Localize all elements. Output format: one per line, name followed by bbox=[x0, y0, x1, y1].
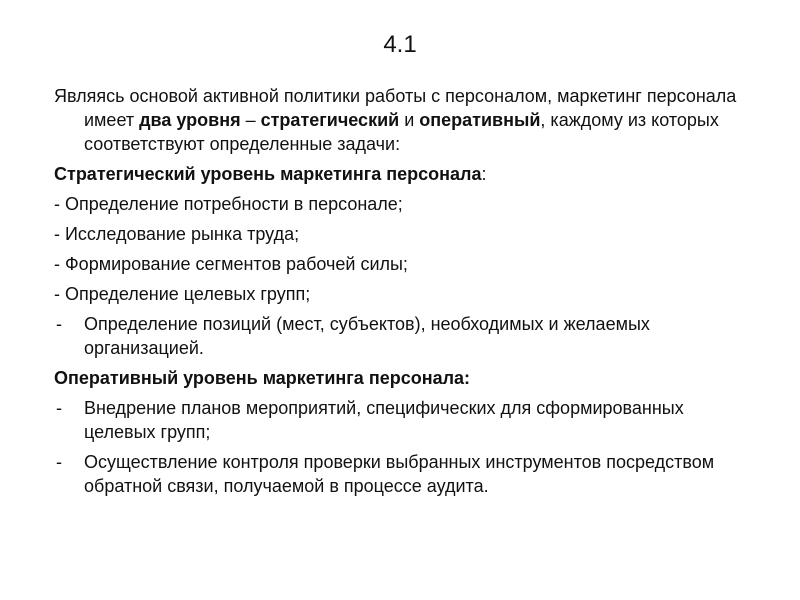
intro-text-4: , каждому из которых соответствуют определенные задачи: bbox=[84, 110, 719, 154]
operative-heading bbox=[54, 366, 754, 390]
strategic-heading bbox=[54, 162, 754, 186]
intro-text-2: – bbox=[240, 110, 261, 130]
strategic-task-2: - Исследование рынка труда; bbox=[54, 224, 300, 244]
operative-task-2 bbox=[54, 450, 754, 498]
operative-task-1 bbox=[54, 396, 754, 444]
strategic-heading-colon: : bbox=[481, 164, 487, 184]
intro-bold-levels: два уровня bbox=[139, 110, 241, 130]
operative-task-2-text: Осуществление контроля проверки выбранных инструментов посредством обратной связи, получаемой в процессе аудита. bbox=[84, 452, 715, 496]
bullet-dash: - bbox=[56, 314, 62, 334]
strategic-task-1: - Определение потребности в персонале; bbox=[54, 194, 403, 214]
operative-heading-text: Оперативный уровень маркетинга персонала: bbox=[54, 368, 471, 388]
bullet-dash: - bbox=[56, 452, 62, 472]
slide-title: 4.1 bbox=[383, 31, 417, 58]
intro-bold-strategic: стратегический bbox=[260, 110, 400, 130]
intro-paragraph bbox=[54, 84, 754, 156]
strategic-task-3: - Формирование сегментов рабочей силы; bbox=[54, 254, 408, 274]
operative-task-1-text: Внедрение планов мероприятий, специфических для сформированных целевых групп; bbox=[84, 398, 684, 442]
intro-bold-operative: оперативный bbox=[419, 110, 541, 130]
strategic-task-5 bbox=[54, 312, 754, 360]
strategic-heading-text: Стратегический уровень маркетинга персонала bbox=[54, 164, 482, 184]
slide-body bbox=[54, 84, 754, 504]
intro-text-1: Являясь основой активной политики работы с персоналом, маркетинг персонала имеет bbox=[54, 86, 737, 130]
intro-text-3: и bbox=[399, 110, 420, 130]
bullet-dash: - bbox=[56, 398, 62, 418]
strategic-task-5-text: Определение позиций (мест, субъектов), необходимых и желаемых организацией. bbox=[84, 314, 650, 358]
strategic-task-4: - Определение целевых групп; bbox=[54, 284, 311, 304]
